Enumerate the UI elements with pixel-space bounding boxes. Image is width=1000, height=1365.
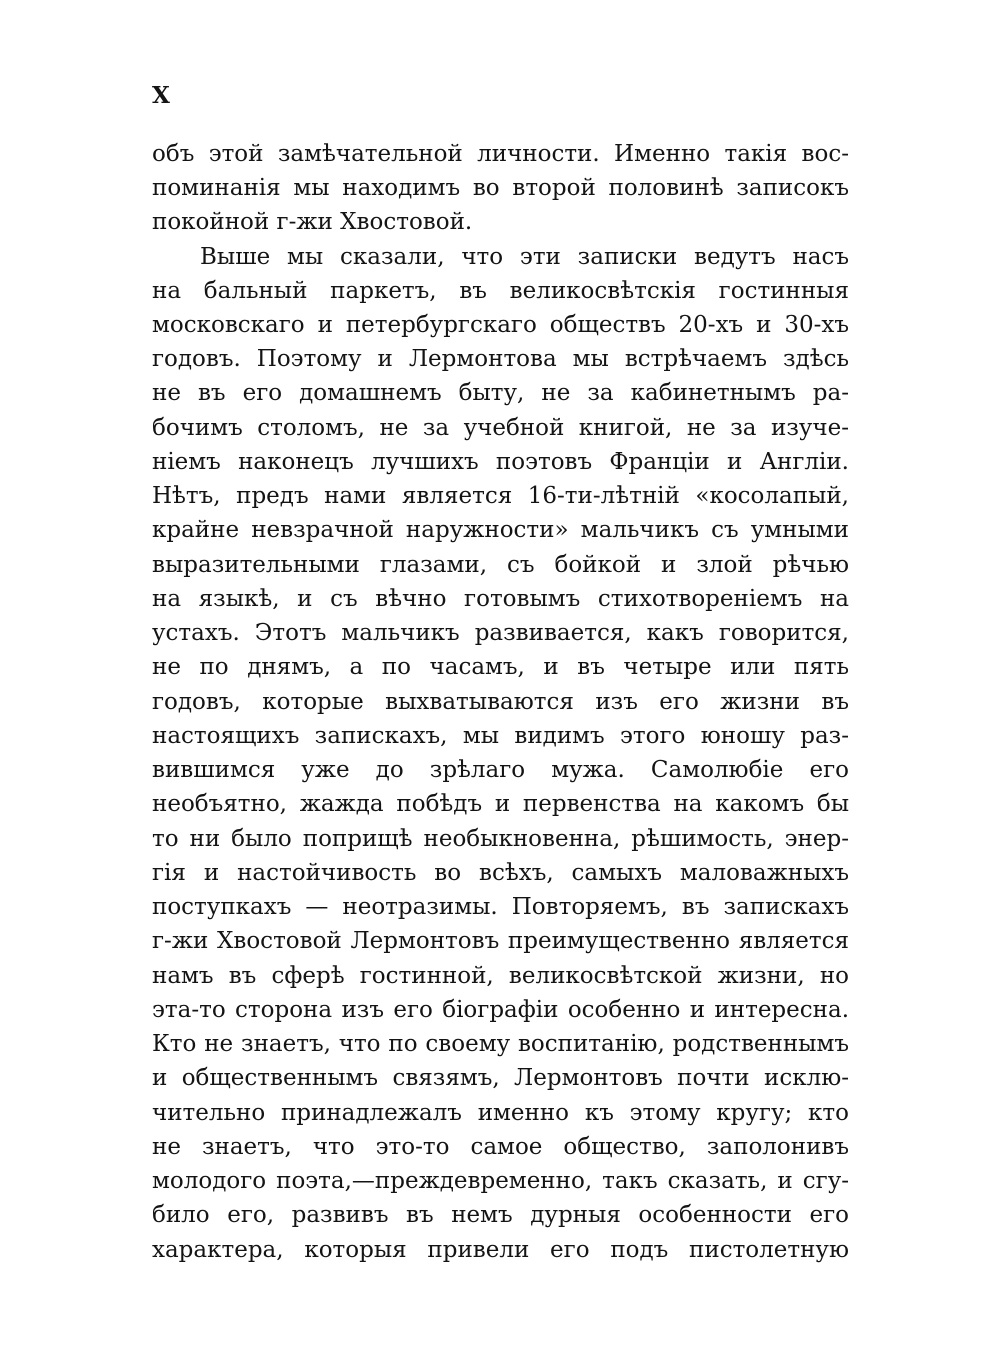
text-line-21: то ни было поприщѣ необыкновенна, рѣшимость, энер- xyxy=(152,826,849,852)
text-line-15: устахъ. Этотъ мальчикъ развивается, какъ говорится, xyxy=(152,620,849,646)
text-line-8: не въ его домашнемъ быту, не за кабинетнымъ ра- xyxy=(152,380,849,406)
text-line-28: и общественнымъ связямъ, Лермонтовъ почти исклю- xyxy=(152,1065,849,1091)
text-line-6: московскаго и петербургскаго обществъ 20-хъ и 30-хъ xyxy=(152,312,849,338)
text-line-2: поминанія мы находимъ во второй половинѣ записокъ xyxy=(152,175,849,201)
text-line-23: поступкахъ — неотразимы. Повторяемъ, въ запискахъ xyxy=(152,894,849,920)
text-line-3: покойной г-жи Хвостовой. xyxy=(152,209,473,235)
text-line-19: вившимся уже до зрѣлаго мужа. Самолюбіе его xyxy=(152,757,849,783)
text-line-27: Кто не знаетъ, что по своему воспитанію, родственнымъ xyxy=(152,1031,849,1057)
text-line-30: не знаетъ, что это-то самое общество, заполонивъ xyxy=(152,1134,849,1160)
text-line-20: необъятно, жажда побѣдъ и первенства на какомъ бы xyxy=(152,791,849,817)
text-line-16: не по днямъ, а по часамъ, и въ четыре или пять xyxy=(152,654,849,680)
text-line-17: годовъ, которые выхватываются изъ его жизни въ xyxy=(152,689,849,715)
text-line-10: ніемъ наконецъ лучшихъ поэтовъ Франціи и Англіи. xyxy=(152,449,849,475)
text-line-25: намъ въ сферѣ гостинной, великосвѣтской жизни, но xyxy=(152,963,849,989)
text-line-12: крайне невзрачной наружности» мальчикъ съ умными xyxy=(152,517,849,543)
text-line-32: било его, развивъ въ немъ дурныя особенности его xyxy=(152,1202,849,1228)
text-line-33: характера, которыя привели его подъ пистолетную xyxy=(152,1237,849,1263)
text-line-14: на языкѣ, и съ вѣчно готовымъ стихотвореніемъ на xyxy=(152,586,849,612)
text-line-1: объ этой замѣчательной личности. Именно такія вос- xyxy=(152,141,849,167)
text-line-31: молодого поэта,—преждевременно, такъ сказать, и сгу- xyxy=(152,1168,849,1194)
text-line-18: настоящихъ запискахъ, мы видимъ этого юношу раз- xyxy=(152,723,849,749)
text-line-9: бочимъ столомъ, не за учебной книгой, не за изуче- xyxy=(152,415,849,441)
text-line-24: г-жи Хвостовой Лермонтовъ преимущественно является xyxy=(152,928,849,954)
text-line-11: Нѣтъ, предъ нами является 16-ти-лѣтній «косолапый, xyxy=(152,483,849,509)
text-line-26: эта-то сторона изъ его біографіи особенно и интересна. xyxy=(152,997,849,1023)
text-line-29: чительно принадлежалъ именно къ этому кругу; кто xyxy=(152,1100,849,1126)
text-line-22: гія и настойчивость во всѣхъ, самыхъ маловажныхъ xyxy=(152,860,849,886)
page-number: X xyxy=(152,82,170,109)
text-line-4: Выше мы сказали, что эти записки ведутъ насъ xyxy=(200,244,849,270)
text-line-13: выразительными глазами, съ бойкой и злой рѣчью xyxy=(152,552,849,578)
text-line-7: годовъ. Поэтому и Лермонтова мы встрѣчаемъ здѣсь xyxy=(152,346,849,372)
text-line-5: на бальный паркетъ, въ великосвѣтскія гостинныя xyxy=(152,278,849,304)
